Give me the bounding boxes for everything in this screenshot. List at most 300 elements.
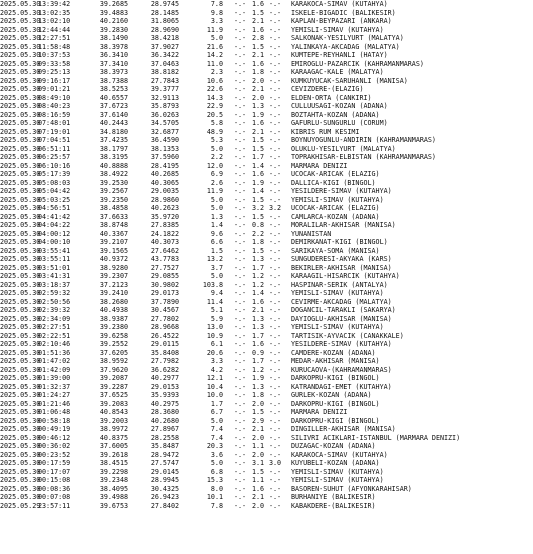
ml-cell: 2.1: [251, 51, 265, 59]
longitude-cell: 43.7783: [150, 255, 179, 263]
ml-cell: 2.1: [251, 85, 265, 93]
time-cell: 04:41:42: [38, 212, 71, 221]
listing-row: [0, 221, 533, 230]
md-cell: -.-: [233, 433, 247, 442]
md-cell: -.-: [233, 501, 247, 510]
time-cell: 00:46:12: [38, 433, 71, 442]
time-cell: 23:57:11: [38, 501, 71, 510]
date-cell: 2025.05.30: [0, 280, 41, 289]
mw-cell: -.-: [268, 51, 282, 59]
date-cell: 2025.05.30: [0, 425, 41, 433]
longitude-cell: 27.7982: [150, 357, 179, 365]
time-cell: 02:34:09: [38, 314, 71, 323]
time-cell: 00:58:18: [38, 416, 71, 425]
location-cell: MORALILAR-AKHISAR (MANISA): [291, 221, 396, 229]
latitude-cell: 37.6723: [99, 102, 128, 110]
depth-cell: 1.5: [210, 246, 223, 255]
latitude-cell: 37.6525: [99, 391, 128, 399]
date-cell: 2025.05.29: [0, 501, 41, 510]
listing-row: [0, 349, 533, 358]
latitude-cell: 39.2298: [99, 467, 128, 476]
listing-row: [0, 204, 533, 213]
latitude-cell: 38.9972: [99, 425, 128, 433]
listing-row: [0, 145, 533, 154]
mw-cell: -.-: [268, 442, 282, 450]
latitude-cell: 39.2618: [99, 450, 128, 459]
latitude-cell: 40.8543: [99, 408, 128, 416]
mw-cell: -.-: [268, 280, 282, 289]
location-cell: YESILDERE-SIMAV (KUTAHYA): [291, 187, 392, 195]
location-cell: YUNANISTAN: [291, 229, 332, 238]
md-cell: -.-: [233, 204, 247, 212]
time-cell: 11:58:48: [38, 42, 71, 51]
ml-cell: 1.7: [251, 263, 265, 272]
date-cell: 2025.05.30: [0, 76, 41, 85]
mw-cell: -.-: [268, 323, 282, 331]
latitude-cell: 39.2348: [99, 476, 128, 484]
location-cell: YEMISLI-SIMAV (KUTAHYA): [291, 323, 384, 331]
latitude-cell: 40.2160: [99, 17, 128, 25]
listing-row: [0, 162, 533, 171]
mw-cell: -.-: [268, 306, 282, 314]
listing-row: [0, 383, 533, 392]
latitude-cell: 37.6140: [99, 110, 128, 119]
depth-cell: 9.4: [210, 289, 223, 297]
ml-cell: 1.2: [251, 280, 265, 289]
location-cell: KARAAGIL-HISARCIK (KUTAHYA): [291, 272, 400, 280]
latitude-cell: 38.9280: [99, 263, 128, 272]
latitude-cell: 38.2680: [99, 297, 128, 306]
md-cell: -.-: [233, 8, 247, 17]
latitude-cell: 37.4235: [99, 136, 128, 144]
longitude-cell: 40.2623: [150, 204, 179, 212]
depth-cell: 3.7: [210, 263, 223, 272]
md-cell: -.-: [233, 374, 247, 382]
ml-cell: 1.6: [251, 0, 265, 8]
latitude-cell: 40.3367: [99, 229, 128, 238]
md-cell: -.-: [233, 450, 247, 459]
listing-row: [0, 468, 533, 477]
md-cell: -.-: [233, 25, 247, 34]
longitude-cell: 28.9860: [150, 195, 179, 204]
mw-cell: -.-: [268, 246, 282, 255]
time-cell: 05:03:25: [38, 195, 71, 204]
depth-cell: 12.1: [206, 374, 223, 382]
md-cell: -.-: [233, 442, 247, 450]
longitude-cell: 40.3065: [150, 178, 179, 187]
md-cell: -.-: [233, 391, 247, 399]
date-cell: 2025.05.30: [0, 187, 41, 195]
time-cell: 04:00:10: [38, 238, 71, 246]
longitude-cell: 27.7527: [150, 263, 179, 272]
depth-cell: 11.4: [206, 297, 223, 306]
md-cell: -.-: [233, 297, 247, 306]
ml-cell: 1.7: [251, 357, 265, 365]
listing-row: [0, 366, 533, 375]
latitude-cell: 39.2003: [99, 416, 128, 425]
md-cell: -.-: [233, 382, 247, 391]
latitude-cell: 38.7388: [99, 76, 128, 85]
mw-cell: -.-: [268, 161, 282, 170]
mw-cell: -.-: [268, 136, 282, 144]
depth-cell: 22.9: [206, 102, 223, 110]
date-cell: 2025.05.30: [0, 331, 41, 340]
depth-cell: 48.9: [206, 127, 223, 136]
depth-cell: 6.9: [210, 170, 223, 178]
mw-cell: -.-: [268, 8, 282, 17]
md-cell: -.-: [233, 0, 247, 8]
date-cell: 2025.05.30: [0, 195, 41, 204]
latitude-cell: 38.4922: [99, 170, 128, 178]
listing-row: [0, 170, 533, 179]
time-cell: 03:55:11: [38, 255, 71, 263]
mw-cell: -.-: [268, 493, 282, 501]
date-cell: 2025.05.30: [0, 382, 41, 391]
latitude-cell: 39.2530: [99, 178, 128, 187]
md-cell: -.-: [233, 357, 247, 365]
depth-cell: 22.6: [206, 85, 223, 93]
location-cell: DINGILLER-AKHISAR (MANISA): [291, 425, 396, 433]
longitude-cell: 28.9945: [150, 476, 179, 484]
latitude-cell: 39.2830: [99, 25, 128, 34]
mw-cell: -.-: [268, 272, 282, 280]
date-cell: 2025.05.30: [0, 119, 41, 127]
listing-row: [0, 111, 533, 120]
mw-cell: -.-: [268, 85, 282, 93]
listing-row: [0, 85, 533, 94]
depth-cell: 20.5: [206, 110, 223, 119]
depth-cell: 4.2: [210, 365, 223, 374]
listing-row: [0, 485, 533, 494]
md-cell: -.-: [233, 467, 247, 476]
md-cell: -.-: [233, 314, 247, 323]
ml-cell: 1.1: [251, 476, 265, 484]
date-cell: 2025.05.30: [0, 85, 41, 93]
time-cell: 12:44:44: [38, 25, 71, 34]
listing-row: [0, 187, 533, 196]
latitude-cell: 39.1565: [99, 246, 128, 255]
listing-row: [0, 502, 533, 511]
location-cell: BEKIRLER-AKHISAR (MANISA): [291, 263, 392, 272]
time-cell: 01:42:09: [38, 365, 71, 374]
listing-row: [0, 391, 533, 400]
time-cell: 03:18:37: [38, 280, 71, 289]
location-cell: YEMISLI-SIMAV (KUTAHYA): [291, 25, 384, 34]
date-cell: 2025.05.30: [0, 289, 41, 297]
ml-cell: 2.9: [251, 416, 265, 425]
depth-cell: 11.0: [206, 59, 223, 68]
mw-cell: -.-: [268, 76, 282, 85]
mw-cell: -.-: [268, 408, 282, 416]
longitude-cell: 37.5960: [150, 153, 179, 161]
md-cell: -.-: [233, 272, 247, 280]
time-cell: 12:27:51: [38, 34, 71, 42]
location-cell: BOYNUYOGUNLU-ANDIRIN (KAHRAMANMARAS): [291, 136, 436, 144]
listing-row: [0, 332, 533, 341]
location-cell: BURHANIYE (BALIKESIR): [291, 493, 376, 501]
ml-cell: 2.2: [251, 229, 265, 238]
ml-cell: 1.3: [251, 382, 265, 391]
md-cell: -.-: [233, 408, 247, 416]
date-cell: 2025.05.30: [0, 459, 41, 467]
latitude-cell: 37.6205: [99, 348, 128, 357]
latitude-cell: 39.2087: [99, 374, 128, 382]
listing-row: [0, 281, 533, 290]
longitude-cell: 28.9690: [150, 25, 179, 34]
mw-cell: -.-: [268, 119, 282, 127]
time-cell: 04:56:51: [38, 204, 71, 212]
mw-cell: -.-: [268, 25, 282, 34]
date-cell: 2025.05.30: [0, 467, 41, 476]
ml-cell: 2.1: [251, 493, 265, 501]
listing-row: [0, 357, 533, 366]
time-cell: 13:39:42: [38, 0, 71, 8]
ml-cell: 1.4: [251, 289, 265, 297]
date-cell: 2025.05.30: [0, 51, 41, 59]
date-cell: 2025.05.30: [0, 374, 41, 382]
date-cell: 2025.05.30: [0, 408, 41, 416]
date-cell: 2025.05.30: [0, 476, 41, 484]
longitude-cell: 38.1353: [150, 144, 179, 153]
date-cell: 2025.05.30: [0, 323, 41, 331]
longitude-cell: 36.4590: [150, 136, 179, 144]
time-cell: 09:16:17: [38, 76, 71, 85]
depth-cell: 15.3: [206, 476, 223, 484]
md-cell: -.-: [233, 161, 247, 170]
mw-cell: -.-: [268, 467, 282, 476]
listing-row: [0, 289, 533, 298]
date-cell: 2025.05.30: [0, 136, 41, 144]
depth-cell: 13.0: [206, 323, 223, 331]
mw-cell: -.-: [268, 93, 282, 102]
latitude-cell: 39.2287: [99, 382, 128, 391]
date-cell: 2025.05.30: [0, 391, 41, 399]
latitude-cell: 40.2443: [99, 119, 128, 127]
listing-row: [0, 34, 533, 43]
time-cell: 02:50:56: [38, 297, 71, 306]
mw-cell: -.-: [268, 229, 282, 238]
md-cell: -.-: [233, 187, 247, 195]
listing-row: [0, 442, 533, 451]
longitude-cell: 26.9423: [150, 493, 179, 501]
date-cell: 2025.05.30: [0, 68, 41, 76]
time-cell: 13:02:35: [38, 8, 71, 17]
md-cell: -.-: [233, 170, 247, 178]
date-cell: 2025.05.30: [0, 34, 41, 42]
depth-cell: 10.4: [206, 382, 223, 391]
ml-cell: 1.5: [251, 408, 265, 416]
md-cell: -.-: [233, 51, 247, 59]
time-cell: 02:27:51: [38, 323, 71, 331]
date-cell: 2025.05.30: [0, 178, 41, 187]
time-cell: 01:24:27: [38, 391, 71, 399]
location-cell: KUMKUYUCAK-SARUHANLI (MANISA): [291, 76, 408, 85]
listing-row: [0, 0, 533, 9]
listing-row: [0, 9, 533, 18]
ml-cell: 0.9: [251, 348, 265, 357]
md-cell: -.-: [233, 102, 247, 110]
location-cell: CULLUUSAGI-KOZAN (ADANA): [291, 102, 388, 110]
time-cell: 13:02:10: [38, 17, 71, 25]
longitude-cell: 27.7843: [150, 76, 179, 85]
date-cell: 2025.05.30: [0, 238, 41, 246]
location-cell: SILIVRI ACIKLARI-ISTANBUL (MARMARA DENIZI): [291, 433, 461, 442]
time-cell: 00:08:36: [38, 484, 71, 493]
time-cell: 01:47:02: [38, 357, 71, 365]
longitude-cell: 29.0115: [150, 340, 179, 348]
md-cell: -.-: [233, 484, 247, 493]
depth-cell: 5.9: [210, 314, 223, 323]
md-cell: -.-: [233, 255, 247, 263]
latitude-cell: 36.3410: [99, 51, 128, 59]
latitude-cell: 37.9620: [99, 365, 128, 374]
time-cell: 06:25:57: [38, 153, 71, 161]
listing-row: [0, 213, 533, 222]
mw-cell: -.-: [268, 178, 282, 187]
longitude-cell: 35.8793: [150, 102, 179, 110]
md-cell: -.-: [233, 246, 247, 255]
date-cell: 2025.05.30: [0, 297, 41, 306]
listing-row: [0, 26, 533, 35]
mw-cell: -.-: [268, 34, 282, 42]
mw-cell: -.-: [268, 501, 282, 510]
ml-cell: 0.8: [251, 221, 265, 229]
depth-cell: 10.6: [206, 76, 223, 85]
latitude-cell: 39.2307: [99, 272, 128, 280]
depth-cell: 12.0: [206, 161, 223, 170]
md-cell: -.-: [233, 17, 247, 25]
location-cell: DARKOPRU-KIGI (BINGOL): [291, 416, 380, 425]
date-cell: 2025.05.30: [0, 59, 41, 68]
location-cell: KABAKDERE-(BALIKESIR): [291, 501, 376, 510]
ml-cell: 2.0: [251, 450, 265, 459]
mw-cell: -.-: [268, 314, 282, 323]
listing-row: [0, 230, 533, 239]
md-cell: -.-: [233, 306, 247, 314]
longitude-cell: 28.9668: [150, 323, 179, 331]
longitude-cell: 38.4218: [150, 34, 179, 42]
location-cell: DAYIOGLU-AKHISAR (MANISA): [291, 314, 392, 323]
location-cell: MARMARA DENIZI: [291, 408, 348, 416]
ml-cell: 1.5: [251, 144, 265, 153]
longitude-cell: 36.0263: [150, 110, 179, 119]
location-cell: YEMISLI-SIMAV (KUTAHYA): [291, 195, 384, 204]
listing-row: [0, 51, 533, 60]
date-cell: 2025.05.30: [0, 229, 41, 238]
location-cell: EMIROGLU-PAZARCIK (KAHRAMANMARAS): [291, 59, 424, 68]
date-cell: 2025.05.30: [0, 170, 41, 178]
mw-cell: -.-: [268, 476, 282, 484]
date-cell: 2025.05.30: [0, 221, 41, 229]
location-cell: BASOREN-SUHUT (AFYONKARAHISAR): [291, 484, 412, 493]
date-cell: 2025.05.30: [0, 433, 41, 442]
md-cell: -.-: [233, 127, 247, 136]
depth-cell: 8.0: [210, 484, 223, 493]
depth-cell: 5.0: [210, 144, 223, 153]
location-cell: DARKOPRU-KIGI (BINGOL): [291, 399, 380, 408]
listing-row: [0, 179, 533, 188]
date-cell: 2025.05.30: [0, 306, 41, 314]
md-cell: -.-: [233, 178, 247, 187]
location-cell: OLUKLU-YESILYURT (MALATYA): [291, 144, 396, 153]
depth-cell: 5.0: [210, 195, 223, 204]
md-cell: -.-: [233, 238, 247, 246]
time-cell: 07:48:01: [38, 119, 71, 127]
ml-cell: 1.3: [251, 323, 265, 331]
depth-cell: 2.3: [210, 68, 223, 76]
date-cell: 2025.05.30: [0, 93, 41, 102]
time-cell: 00:15:08: [38, 476, 71, 484]
longitude-cell: 37.7890: [150, 297, 179, 306]
location-cell: SUNGUDERESI-AKYAKA (KARS): [291, 255, 392, 263]
latitude-cell: 37.6633: [99, 212, 128, 221]
longitude-cell: 36.3422: [150, 51, 179, 59]
longitude-cell: 29.0153: [150, 382, 179, 391]
time-cell: 03:51:01: [38, 263, 71, 272]
time-cell: 09:33:58: [38, 59, 71, 68]
time-cell: 01:21:46: [38, 399, 71, 408]
date-cell: 2025.05.30: [0, 493, 41, 501]
md-cell: -.-: [233, 144, 247, 153]
time-cell: 08:16:59: [38, 110, 71, 119]
latitude-cell: 38.1490: [99, 34, 128, 42]
depth-cell: 7.4: [210, 433, 223, 442]
depth-cell: 14.3: [206, 93, 223, 102]
latitude-cell: 38.5253: [99, 85, 128, 93]
depth-cell: 1.4: [210, 221, 223, 229]
location-cell: KAPLAN-BEYPAZARI (ANKARA): [291, 17, 392, 25]
mw-cell: -.-: [268, 450, 282, 459]
date-cell: 2025.05.30: [0, 263, 41, 272]
listing-row: [0, 315, 533, 324]
latitude-cell: 37.3410: [99, 59, 128, 68]
longitude-cell: 40.2975: [150, 399, 179, 408]
latitude-cell: 39.2350: [99, 195, 128, 204]
longitude-cell: 27.8402: [150, 501, 179, 510]
listing-row: [0, 374, 533, 383]
listing-row: [0, 459, 533, 468]
date-cell: 2025.05.30: [0, 102, 41, 110]
listing-row: [0, 102, 533, 111]
mw-cell: -.-: [268, 331, 282, 340]
ml-cell: 2.0: [251, 433, 265, 442]
ml-cell: 1.6: [251, 170, 265, 178]
mw-cell: -.-: [268, 102, 282, 110]
listing-row: [0, 247, 533, 256]
listing-row: [0, 238, 533, 247]
location-cell: YEMISLI-SIMAV (KUTAHYA): [291, 476, 384, 484]
location-cell: TARTISIK-AYVACIK (CANAKKALE): [291, 331, 404, 340]
longitude-cell: 40.2977: [150, 374, 179, 382]
mw-cell: -.-: [268, 374, 282, 382]
time-cell: 05:17:39: [38, 170, 71, 178]
depth-cell: 1.3: [210, 212, 223, 221]
mw-cell: -.-: [268, 238, 282, 246]
listing-row: [0, 264, 533, 273]
ml-cell: 1.6: [251, 340, 265, 348]
date-cell: 2025.05.30: [0, 25, 41, 34]
latitude-cell: 40.8888: [99, 161, 128, 170]
listing-row: [0, 340, 533, 349]
time-cell: 04:04:22: [38, 221, 71, 229]
listing-row: [0, 493, 533, 502]
md-cell: -.-: [233, 425, 247, 433]
time-cell: 03:41:31: [38, 272, 71, 280]
depth-cell: 21.6: [206, 42, 223, 51]
ml-cell: 1.4: [251, 187, 265, 195]
md-cell: -.-: [233, 59, 247, 68]
depth-cell: 5.3: [210, 136, 223, 144]
